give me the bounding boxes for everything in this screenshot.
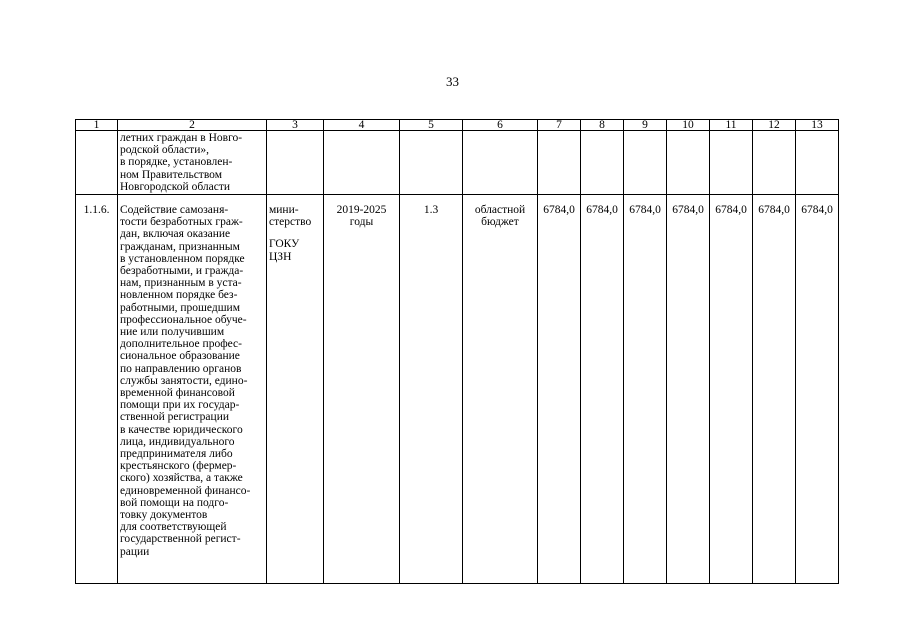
description-line: предпринимателя либо [120, 448, 233, 461]
description-line: безработными, и гражда- [120, 265, 244, 278]
column-header: 10 [667, 120, 710, 131]
row-target: 1.3 [400, 195, 463, 584]
description-line: вой помощи на подго- [120, 496, 229, 509]
table-row [76, 195, 839, 584]
period-line: годы [349, 216, 374, 229]
description-line: летних граждан в Новго- [120, 132, 243, 144]
executor-line: стерство [269, 216, 312, 229]
amount-cell: 6784,0 [710, 195, 753, 584]
executor-line: ГОКУ [269, 238, 300, 251]
description-line: профессиональное обуче- [120, 313, 247, 326]
description-line: единовременной финансо- [120, 484, 251, 497]
description-line: лица, индивидуального [120, 435, 235, 448]
description-line: по направлению органов [120, 362, 242, 375]
continuation-description [118, 131, 267, 195]
description-line: в порядке, установлен- [120, 156, 233, 169]
row-description [118, 195, 267, 584]
description-line: рации [120, 545, 150, 558]
column-header: 13 [796, 120, 839, 131]
description-line: товку документов [120, 509, 208, 522]
description-line: ние или получившим [120, 326, 225, 339]
column-header: 4 [324, 120, 400, 131]
description-line: государственной регист- [120, 533, 241, 546]
amount-cell: 6784,0 [581, 195, 624, 584]
column-header: 2 [118, 120, 267, 131]
source-line: областной [474, 204, 526, 216]
description-line: дополнительное профес- [120, 338, 242, 351]
row-number: 1.1.6. [76, 195, 118, 584]
description-line: службы занятости, едино- [120, 374, 248, 387]
row-executor [267, 195, 324, 584]
description-line: работными, прошедшим [120, 301, 240, 314]
description-line: ственной регистрации [120, 411, 229, 424]
amount-cell: 6784,0 [796, 195, 839, 584]
description-line: сиональное образование [120, 350, 240, 363]
column-header: 3 [267, 120, 324, 131]
amount-cell: 6784,0 [667, 195, 710, 584]
amount-cell: 6784,0 [753, 195, 796, 584]
description-line: для соответствующей [120, 521, 227, 534]
source-line: бюджет [481, 216, 519, 229]
column-header: 1 [76, 120, 118, 131]
description-line: ном Правительством [120, 168, 222, 181]
description-line: нам, признанным в уста- [120, 277, 242, 290]
description-line: гражданам, признанным [120, 240, 240, 253]
row-source [463, 195, 538, 584]
period-line: 2019-2025 [336, 204, 387, 216]
description-line: родской области», [120, 144, 209, 157]
column-header: 11 [710, 120, 753, 131]
column-header: 7 [538, 120, 581, 131]
executor-line: ЦЗН [269, 250, 292, 263]
row-period [324, 195, 400, 584]
program-table [75, 119, 839, 584]
description-line: тости безработных граж- [120, 216, 243, 229]
page-number: 33 [446, 74, 459, 89]
description-line: временной финансовой [120, 387, 235, 400]
executor-line: мини- [269, 204, 299, 216]
column-header: 12 [753, 120, 796, 131]
column-header: 5 [400, 120, 463, 131]
description-line: Новгородской области [120, 180, 231, 193]
description-line: дан, включая оказание [120, 228, 231, 241]
column-header: 9 [624, 120, 667, 131]
column-header: 6 [463, 120, 538, 131]
amount-cell: 6784,0 [624, 195, 667, 584]
amount-cell: 6784,0 [538, 195, 581, 584]
continuation-row [76, 131, 839, 195]
description-line: помощи при их государ- [120, 399, 240, 412]
description-line: крестьянского (фермер- [120, 460, 237, 473]
description-line: в качестве юридического [120, 423, 243, 436]
description-line: в установленном порядке [120, 252, 245, 265]
description-line: новленном порядке без- [120, 289, 238, 302]
header-row [76, 120, 839, 131]
description-line: ского) хозяйства, а также [120, 472, 243, 485]
description-line: Содействие самозаня- [120, 204, 229, 216]
column-header: 8 [581, 120, 624, 131]
